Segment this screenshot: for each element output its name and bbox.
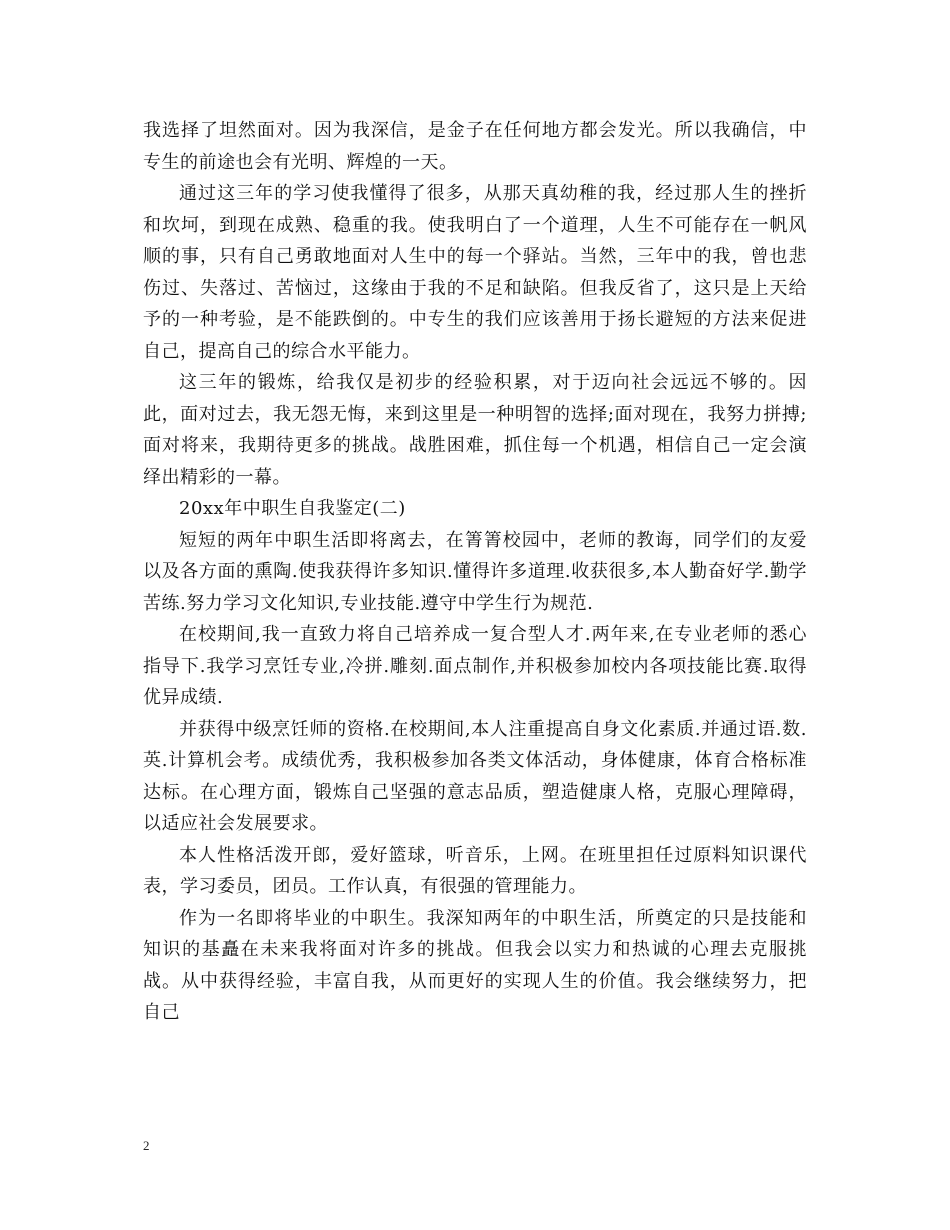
paragraph: 这三年的锻炼，给我仅是初步的经验积累，对于迈向社会远远不够的。因此，面对过去，我无怨无悔，来到这里是一种明智的选择;面对现在，我努力拼搏;面对将来，我期待更多的挑战。战胜困难，抓住每一个机遇，相信自己一定会演绎出精彩的一幕。 — [143, 372, 807, 488]
paragraph: 作为一名即将毕业的中职生。我深知两年的中职生活，所奠定的只是技能和知识的基矗在未来我将面对许多的挑战。但我会以实力和热诚的心理去克服挑战。从中获得经验，丰富自我，从而更好的实现人生的价值。我会继续努力，把自己 — [143, 907, 807, 1023]
paragraph: 在校期间,我一直致力将自己培养成一复合型人才.两年来,在专业老师的悉心指导下.我学习烹饪专业,冷拼.雕刻.面点制作,并积极参加校内各项技能比赛.取得优异成绩. — [143, 624, 807, 708]
paragraph: 通过这三年的学习使我懂得了很多，从那天真幼稚的我，经过那人生的挫折和坎坷，到现在成熟、稳重的我。使我明白了一个道理，人生不可能存在一帆风顺的事，只有自己勇敢地面对人生中的每一个驿站。当然，三年中的我，曾也悲伤过、失落过、苦恼过，这缘由于我的不足和缺陷。但我反省了，这只是上天给予的一种考验，是不能跌倒的。中专生的我们应该善用于扬长避短的方法来促进自己，提高自己的综合水平能力。 — [143, 183, 807, 362]
paragraph: 我选择了坦然面对。因为我深信，是金子在任何地方都会发光。所以我确信，中专生的前途也会有光明、辉煌的一天。 — [143, 120, 807, 173]
paragraph: 短短的两年中职生活即将离去，在箐箐校园中，老师的教诲，同学们的友爱以及各方面的熏陶.使我获得许多知识.懂得许多道理.收获很多,本人勤奋好学.勤学苦练.努力学习文化知识,专业技能.遵守中学生行为规范. — [143, 529, 807, 614]
page-number: 2 — [143, 1138, 150, 1153]
document-body — [143, 115, 807, 1029]
paragraph: 并获得中级烹饪师的资格.在校期间,本人注重提高自身文化素质.并通过语.数.英.计算机会考。成绩优秀，我积极参加各类文体活动，身体健康，体育合格标准达标。在心理方面，锻炼自己坚强的意志品质，塑造健康人格，克服心理障碍，以适应社会发展要求。 — [143, 718, 807, 834]
paragraph: 本人性格活泼开郎，爱好篮球，听音乐，上网。在班里担任过原料知识课代表，学习委员，团员。工作认真，有很强的管理能力。 — [143, 844, 807, 897]
section-heading: 20xx年中职生自我鉴定(二) — [179, 498, 406, 519]
